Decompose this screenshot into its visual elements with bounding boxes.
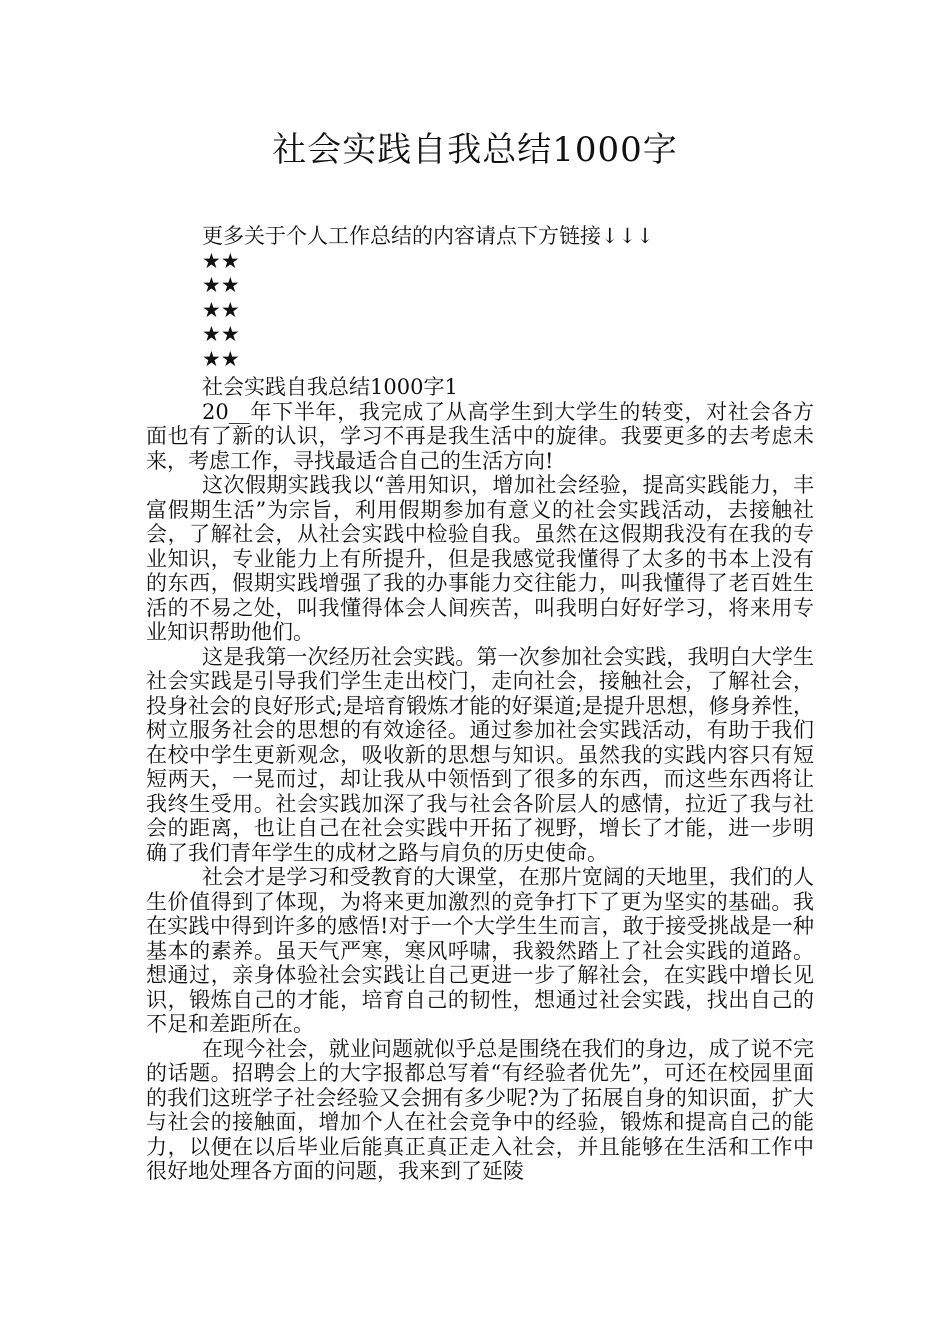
article-body: [146, 375, 814, 1184]
section-heading: 社会实践自我总结1000字1: [202, 375, 458, 399]
link-note: 更多关于个人工作总结的内容请点下方链接↓↓↓: [202, 224, 654, 248]
paragraph: 这次假期实践我以“善用知识，增加社会经验，提高实践能力，丰富假期生活”为宗旨，利用假期参加有意义的社会实践活动，去接触社会，了解社会，从社会实践中检验自我。虽然在这假期我没有在我的专业知识，专业能力上有所提升，但是我感觉我懂得了太多的书本上没有的东西，假期实践增强了我的办事能力交往能力，叫我懂得了老百姓生活的不易之处，叫我懂得体会人间疾苦，叫我明白好好学习，将来用专业知识帮助他们。: [146, 473, 814, 644]
page-title: 社会实践自我总结1000字: [272, 130, 678, 170]
intro-block: [202, 224, 802, 371]
paragraph: 20__年下半年，我完成了从高学生到大学生的转变，对社会各方面也有了新的认识，学习不再是我生活中的旋律。我要更多的去考虑未来，考虑工作，寻找最适合自己的生活方向!: [146, 399, 814, 473]
star-row: ★★: [202, 297, 240, 322]
star-row: ★★: [202, 273, 240, 297]
star-row: ★★: [202, 248, 240, 273]
paragraph: 在现今社会，就业问题就似乎总是围绕在我们的身边，成了说不完的话题。招聘会上的大字报都总写着“有经验者优先”，可还在校园里面的我们这班学子社会经验又会拥有多少呢?为了拓展自身的知识面，扩大与社会的接触面，增加个人在社会竞争中的经验，锻炼和提高自己的能力，以便在以后毕业后能真正真正走入社会，并且能够在生活和工作中很好地处理各方面的问题，我来到了延陵: [146, 1036, 814, 1183]
star-row: ★★: [202, 322, 240, 346]
star-row: ★★: [202, 346, 240, 371]
paragraph: 这是我第一次经历社会实践。第一次参加社会实践，我明白大学生社会实践是引导我们学生走出校门，走向社会，接触社会，了解社会，投身社会的良好形式;是培育锻炼才能的好渠道;是提升思想，修身养性，树立服务社会的思想的有效途径。通过参加社会实践活动，有助于我们在校中学生更新观念，吸收新的思想与知识。虽然我的实践内容只有短短两天，一晃而过，却让我从中领悟到了很多的东西，而这些东西将让我终生受用。社会实践加深了我与社会各阶层人的感情，拉近了我与社会的距离，也让自己在社会实践中开拓了视野，增长了才能，进一步明确了我们青年学生的成材之路与肩负的历史使命。: [146, 644, 814, 865]
paragraph: 社会才是学习和受教育的大课堂，在那片宽阔的天地里，我们的人生价值得到了体现，为将来更加激烈的竞争打下了更为坚实的基础。我在实践中得到许多的感悟!对于一个大学生生而言，敢于接受挑战是一种基本的素养。虽天气严寒，寒风呼啸，我毅然踏上了社会实践的道路。想通过，亲身体验社会实践让自己更进一步了解社会，在实践中增长见识，锻炼自己的才能，培育自己的韧性，想通过社会实践，找出自己的不足和差距所在。: [146, 865, 814, 1036]
